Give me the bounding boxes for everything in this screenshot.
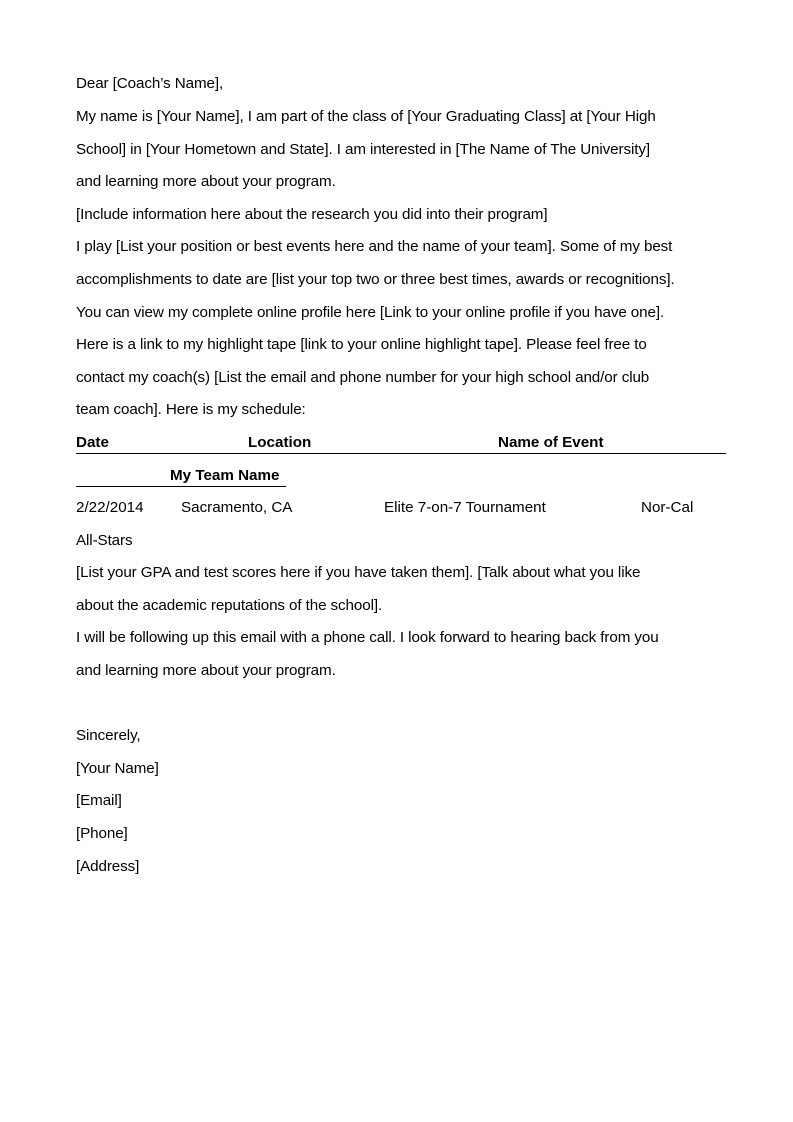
signature-email: [Email]: [76, 792, 122, 809]
body-line: I play [List your position or best events here and the name of your team]. Some of my best: [76, 238, 673, 255]
body-line: My name is [Your Name], I am part of the class of [Your Graduating Class] at [Your High: [76, 108, 656, 125]
schedule-header-team: My Team Name: [170, 467, 280, 484]
signoff: Sincerely,: [76, 727, 141, 744]
closing-line: about the academic reputations of the school].: [76, 597, 383, 614]
schedule-header-row: [76, 433, 726, 454]
schedule-cell-team: Nor-Cal: [641, 499, 694, 516]
body-line: You can view my complete online profile here [Link to your online profile if you have one].: [76, 304, 665, 321]
closing-line: I will be following up this email with a phone call. I look forward to hearing back from you: [76, 629, 659, 646]
schedule-row: [76, 498, 726, 518]
schedule-header-date: Date: [76, 434, 109, 451]
closing-line: [List your GPA and test scores here if you have taken them]. [Talk about what you like: [76, 564, 641, 581]
schedule-cell-date: 2/22/2014: [76, 499, 144, 516]
signature-name: [Your Name]: [76, 760, 159, 777]
schedule-cell-team-wrap: All-Stars: [76, 532, 133, 549]
body-line: accomplishments to date are [list your top two or three best times, awards or recognitions].: [76, 271, 675, 288]
body-line: team coach]. Here is my schedule:: [76, 401, 306, 418]
closing-line: and learning more about your program.: [76, 662, 336, 679]
schedule-header-location: Location: [248, 434, 312, 451]
schedule-header-row-wrap: [76, 466, 286, 487]
signature-address: [Address]: [76, 858, 140, 875]
schedule-cell-event: Elite 7-on-7 Tournament: [384, 499, 546, 516]
signature-phone: [Phone]: [76, 825, 128, 842]
body-line: School] in [Your Hometown and State]. I am interested in [The Name of The University]: [76, 141, 650, 158]
salutation: Dear [Coach’s Name],: [76, 75, 224, 92]
body-line: contact my coach(s) [List the email and phone number for your high school and/or club: [76, 369, 650, 386]
body-line: and learning more about your program.: [76, 173, 336, 190]
schedule-cell-location: Sacramento, CA: [181, 499, 293, 516]
schedule-header-event: Name of Event: [498, 434, 604, 451]
body-line: [Include information here about the research you did into their program]: [76, 206, 548, 223]
body-line: Here is a link to my highlight tape [link to your online highlight tape]. Please feel free to: [76, 336, 647, 353]
